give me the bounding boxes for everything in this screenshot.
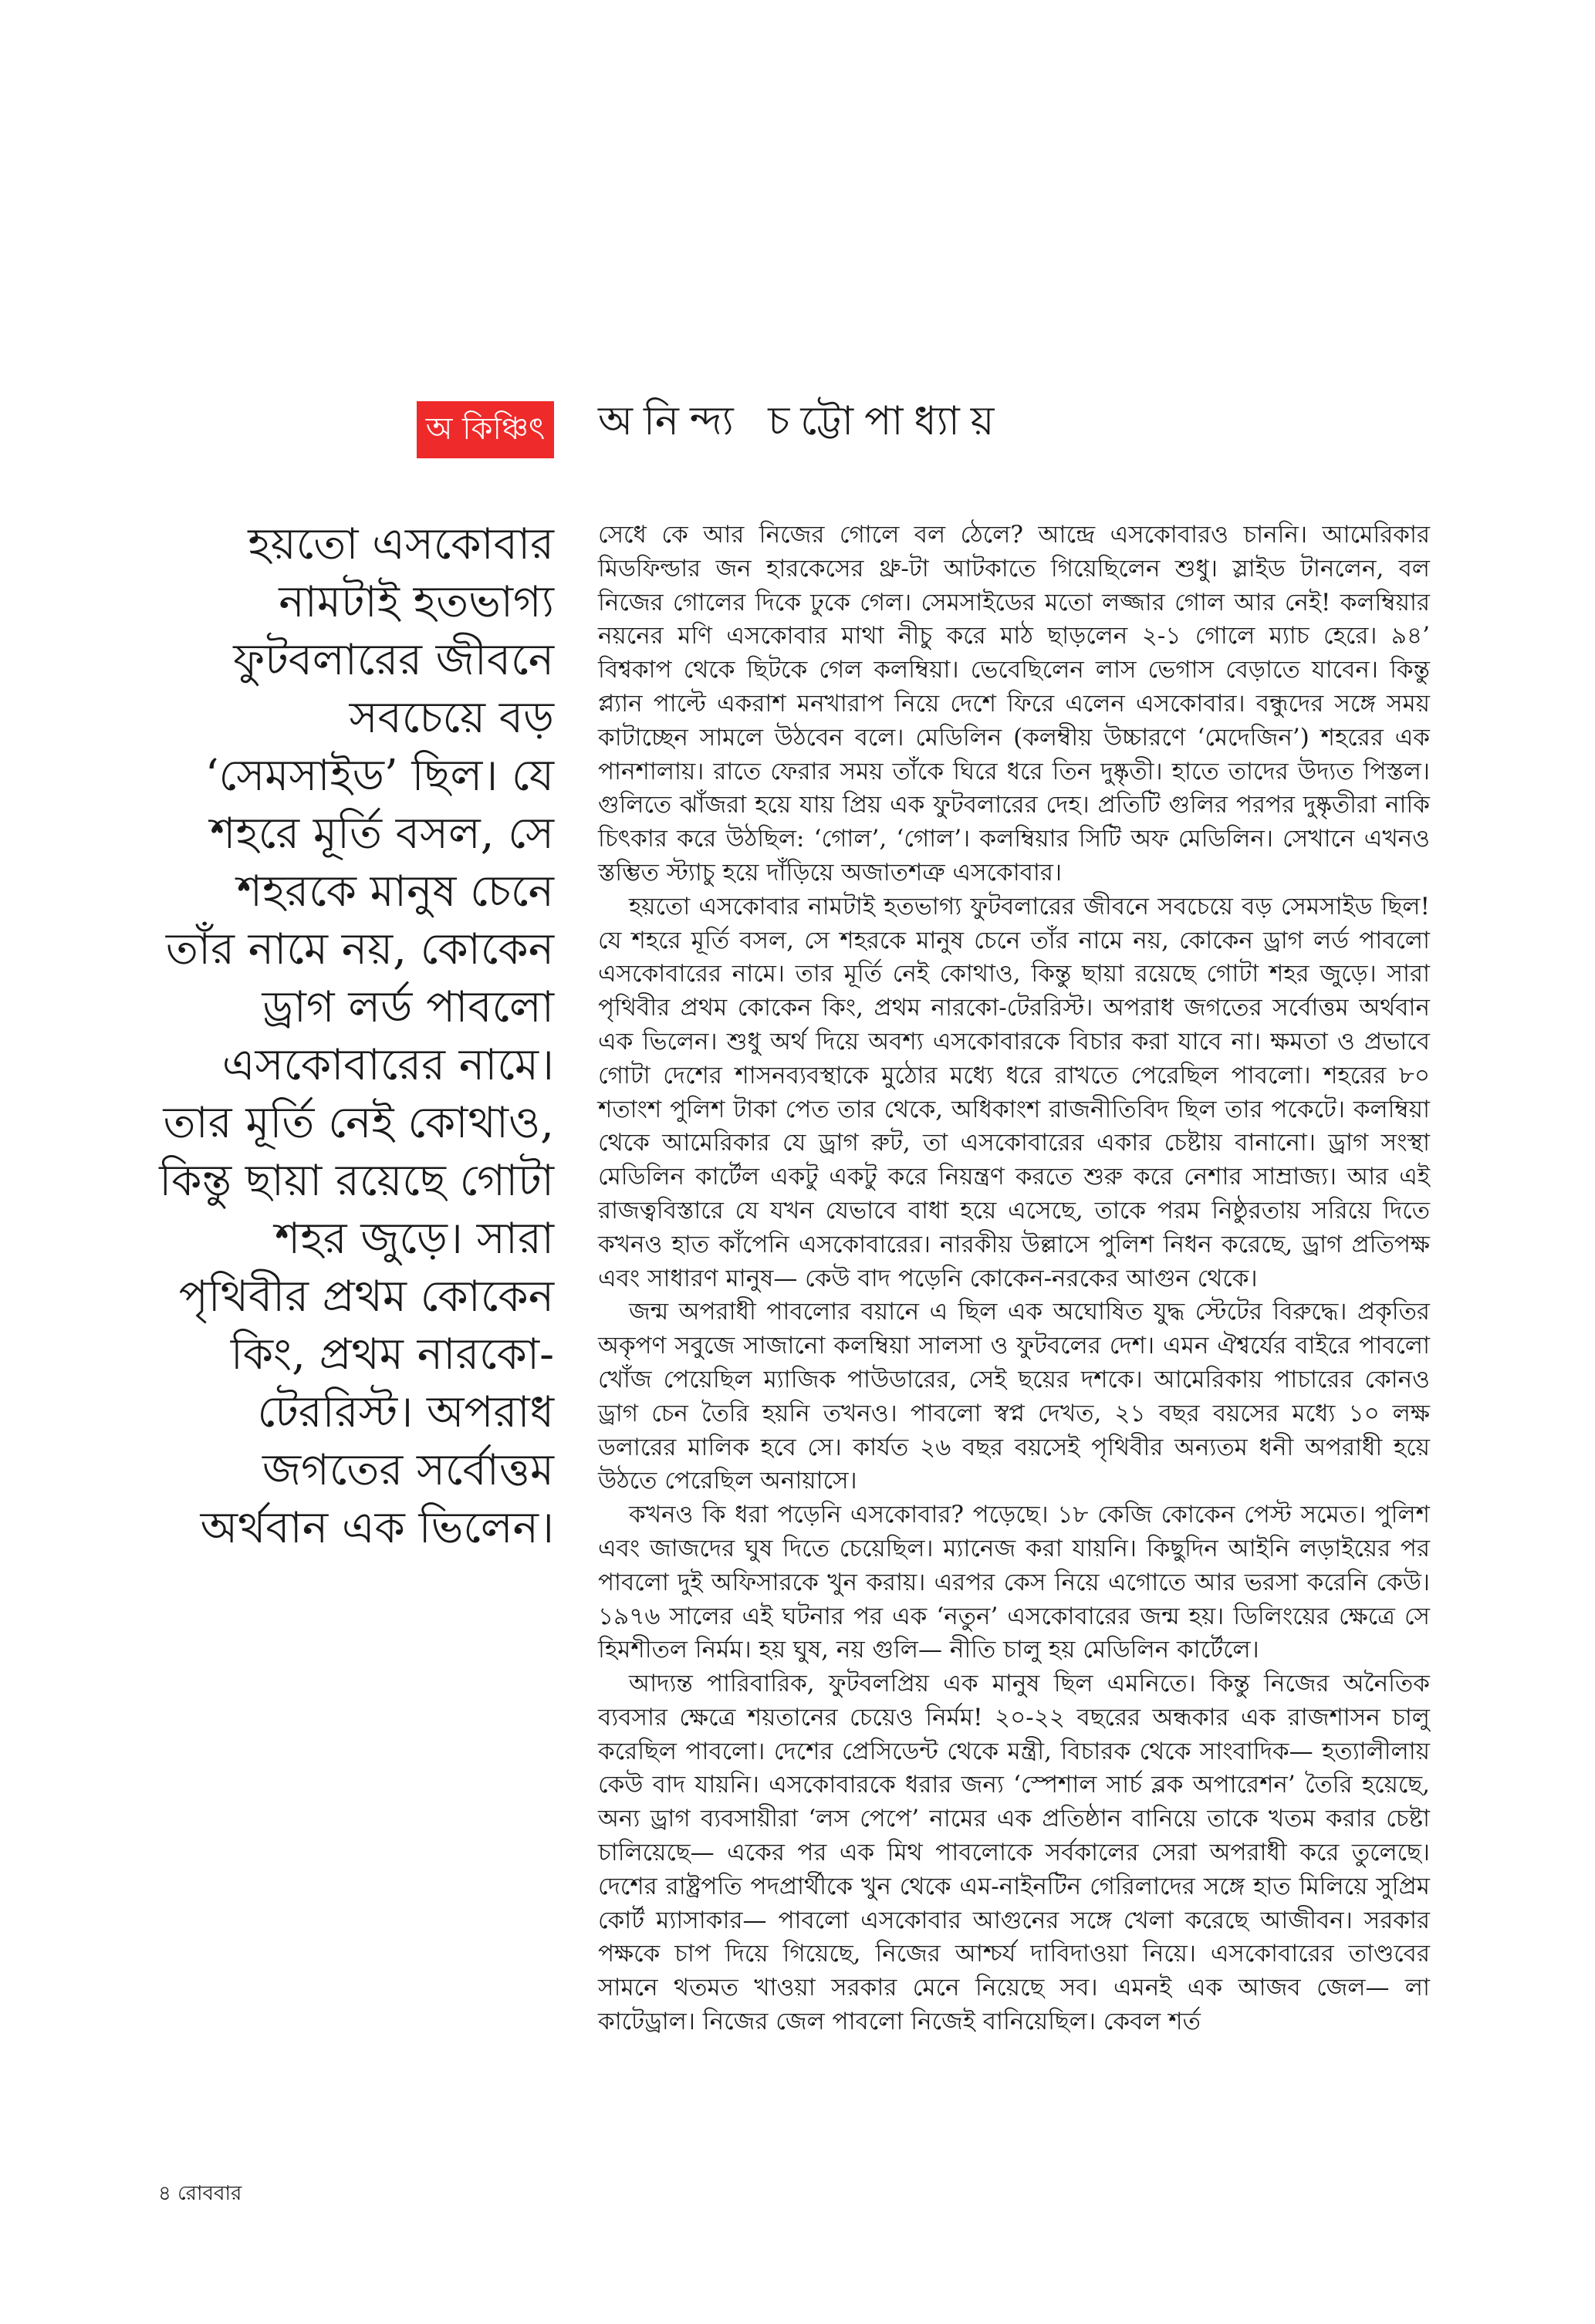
pull-quote-line: ফুটবলারের জীবনে bbox=[233, 635, 554, 685]
paragraph: সেধে কে আর নিজের গোলে বল ঠেলে? আন্দ্রে এসকোবারও চাননি। আমেরিকার মিডফিল্ডার জন হারকেসের থ্রু-টা আটকাতে গিয়েছিলেন শুধু। স্লাইড টানলেন, বল নিজের গোলের দিকে ঢুকে গেল। সেমসাইডের মতো লজ্জার গোল আর নেই! কলম্বিয়ার নয়নের মণি এসকোবার মাথা নীচু করে মাঠ ছাড়লেন ২-১ গোলে ম্যাচ হেরে। ৯৪’ বিশ্বকাপ থেকে ছিটকে গেল কলম্বিয়া। ভেবেছিলেন লাস ভেগাস বেড়াতে যাবেন। কিন্তু প্ল্যান পাল্টে একরাশ মনখারাপ নিয়ে দেশে ফিরে এলেন এসকোবার। বন্ধুদের সঙ্গে সময় কাটাচ্ছেন সামলে উঠবেন বলে। মেডিলিন (কলম্বীয় উচ্চারণে ‘মেদেজিন’) শহরের এক পানশালায়। রাতে ফেরার সময় তাঁকে ঘিরে ধরে তিন দুষ্কৃতী। হাতে তাদের উদ্যত পিস্তল। গুলিতে ঝাঁজরা হয়ে যায় প্রিয় এক ফুটবলারের দেহ। প্রতিটি গুলির পরপর দুষ্কৃতীরা নাকি চিৎকার করে উঠছিল: ‘গোল’, ‘গোল’। কলম্বিয়ার সিটি অফ মেডিলিন। সেখানে এখনও স্তম্ভিত স্ট্যাচু হয়ে দাঁড়িয়ে অজাতশত্রু এসকোবার। bbox=[598, 521, 1430, 887]
pull-quote-line: ড্রাগ লর্ড পাবলো bbox=[262, 982, 554, 1032]
section-tag bbox=[417, 401, 554, 458]
pull-quote-line: তার মূর্তি নেই কোথাও, bbox=[163, 1098, 554, 1148]
pull-quote-line: কিং, প্রথম নারকো- bbox=[230, 1329, 554, 1380]
section-tag-label: অ কিঞ্চিৎ bbox=[425, 410, 546, 447]
pull-quote-line: শহর জুড়ে। সারা bbox=[275, 1214, 554, 1264]
pull-quote-line: হয়তো এসকোবার bbox=[248, 519, 554, 569]
pull-quote-line: অর্থবান এক ভিলেন। bbox=[200, 1503, 554, 1553]
page-footer: ৪ রোববার bbox=[158, 2182, 242, 2205]
pull-quote-line: শহরকে মানুষ চেনে bbox=[236, 866, 554, 917]
pull-quote-line: পৃথিবীর প্রথম কোকেন bbox=[178, 1272, 554, 1322]
pull-quote-line: টেররিস্ট। অপরাধ bbox=[257, 1387, 554, 1437]
pull-quote-line: শহরে মূর্তি বসল, সে bbox=[210, 809, 554, 859]
author-byline: অনিন্দ্য চট্টোপাধ্যায় bbox=[598, 398, 1005, 444]
pull-quote-line: তাঁর নামে নয়, কোকেন bbox=[165, 924, 554, 975]
pull-quote-line: কিন্তু ছায়া রয়েছে গোটা bbox=[159, 1156, 554, 1206]
paragraph: কখনও কি ধরা পড়েনি এসকোবার? পড়েছে। ১৮ কেজি কোকেন পেস্ট সমেত। পুলিশ এবং জাজদের ঘুষ দিতে চেয়েছিল। ম্যানেজ করা যায়নি। কিছুদিন আইনি লড়াইয়ের পর পাবলো দুই অফিসারকে খুন করায়। এরপর কেস নিয়ে এগোতে আর ভরসা করেনি কেউ। ১৯৭৬ সালের এই ঘটনার পর এক ‘নতুন’ এসকোবারের জন্ম হয়। ডিলিংয়ের ক্ষেত্রে সে হিমশীতল নির্মম। হয় ঘুষ, নয় গুলি— নীতি চালু হয় মেডিলিন কার্টেলে। bbox=[598, 1501, 1430, 1664]
paragraph: হয়তো এসকোবার নামটাই হতভাগ্য ফুটবলারের জীবনে সবচেয়ে বড় সেমসাইড ছিল! যে শহরে মূর্তি বসল, সে শহরকে মানুষ চেনে তাঁর নামে নয়, কোকেন ড্রাগ লর্ড পাবলো এসকোবারের নামে। তার মূর্তি নেই কোথাও, কিন্তু ছায়া রয়েছে গোটা শহর জুড়ে। সারা পৃথিবীর প্রথম কোকেন কিং, প্রথম নারকো-টেররিস্ট। অপরাধ জগতের সর্বোত্তম অর্থবান এক ভিলেন। শুধু অর্থ দিয়ে অবশ্য এসকোবারকে বিচার করা যাবে না। ক্ষমতা ও প্রভাবে গোটা দেশের শাসনব্যবস্থাকে মুঠোর মধ্যে ধরে রাখতে পেরেছিল পাবলো। শহরের ৮০ শতাংশ পুলিশ টাকা পেত তার থেকে, অধিকাংশ রাজনীতিবিদ ছিল তার পকেটে। কলম্বিয়া থেকে আমেরিকার যে ড্রাগ রুট, তা এসকোবারের একার চেষ্টায় বানানো। ড্রাগ সংস্থা মেডিলিন কার্টেল একটু একটু করে নিয়ন্ত্রণ করতে শুরু করে নেশার সাম্রাজ্য। আর এই রাজত্ববিস্তারে যে যখন যেভাবে বাধা হয়ে এসেছে, তাকে পরম নিষ্ঠুরতায় সরিয়ে দিতে কখনও হাত কাঁপেনি এসকোবারের। নারকীয় উল্লাসে পুলিশ নিধন করেছে, ড্রাগ প্রতিপক্ষ এবং সাধারণ মানুষ— কেউ বাদ পড়েনি কোকেন-নরকের আগুন থেকে। bbox=[598, 892, 1430, 1292]
pull-quote-line: এসকোবারের নামে। bbox=[221, 1040, 554, 1090]
pull-quote-line: জগতের সর্বোত্তম bbox=[262, 1445, 554, 1495]
paragraph: আদ্যন্ত পারিবারিক, ফুটবলপ্রিয় এক মানুষ ছিল এমনিতে। কিন্তু নিজের অনৈতিক ব্যবসার ক্ষেত্রে শয়তানের চেয়েও নির্মম! ২০-২২ বছরের অন্ধকার এক রাজশাসন চালু করেছিল পাবলো। দেশের প্রেসিডেন্ট থেকে মন্ত্রী, বিচারক থেকে সাংবাদিক— হত্যালীলায় কেউ বাদ যায়নি। এসকোবারকে ধরার জন্য ‘স্পেশাল সার্চ ব্লক অপারেশন’ তৈরি হয়েছে, অন্য ড্রাগ ব্যবসায়ীরা ‘লস পেপে’ নামের এক প্রতিষ্ঠান বানিয়ে তাকে খতম করার চেষ্টা চালিয়েছে— একের পর এক মিথ পাবলোকে সর্বকালের সেরা অপরাধী করে তুলেছে। দেশের রাষ্ট্রপতি পদপ্রার্থীকে খুন থেকে এম-নাইনটিন গেরিলাদের সঙ্গে হাত মিলিয়ে সুপ্রিম কোর্ট ম্যাসাকার— পাবলো এসকোবার আগুনের সঙ্গে খেলা করেছে আজীবন। সরকার পক্ষকে চাপ দিয়ে গিয়েছে, নিজের আশ্চর্য দাবিদাওয়া নিয়ে। এসকোবারের তাণ্ডবের সামনে থতমত খাওয়া সরকার মেনে নিয়েছে সব। এমনই এক আজব জেল— লা কাটেড্রাল। নিজের জেল পাবলো নিজেই বানিয়েছিল। কেবল শর্ত bbox=[598, 1670, 1430, 2036]
article-body bbox=[598, 519, 1430, 2039]
pull-quote bbox=[122, 515, 554, 1557]
pull-quote-line: সবচেয়ে বড় bbox=[349, 693, 554, 743]
pull-quote-line: নামটাই হতভাগ্য bbox=[279, 577, 554, 627]
paragraph: জন্ম অপরাধী পাবলোর বয়ানে এ ছিল এক অঘোষিত যুদ্ধ স্টেটের বিরুদ্ধে। প্রকৃতির অকৃপণ সবুজে সাজানো কলম্বিয়া সালসা ও ফুটবলের দেশ। এমন ঐশ্বর্যের বাইরে পাবলো খোঁজ পেয়েছিল ম্যাজিক পাউডারের, সেই ছয়ের দশকে। আমেরিকায় পাচারের কোনও ড্রাগ চেন তৈরি হয়নি তখনও। পাবলো স্বপ্ন দেখত, ২১ বছর বয়সের মধ্যে ১০ লক্ষ ডলারের মালিক হবে সে। কার্যত ২৬ বছর বয়সেই পৃথিবীর অন্যতম ধনী অপরাধী হয়ে উঠতে পেরেছিল অনায়াসে। bbox=[598, 1298, 1430, 1495]
pull-quote-line: ‘সেমসাইড’ ছিল। যে bbox=[204, 751, 554, 801]
